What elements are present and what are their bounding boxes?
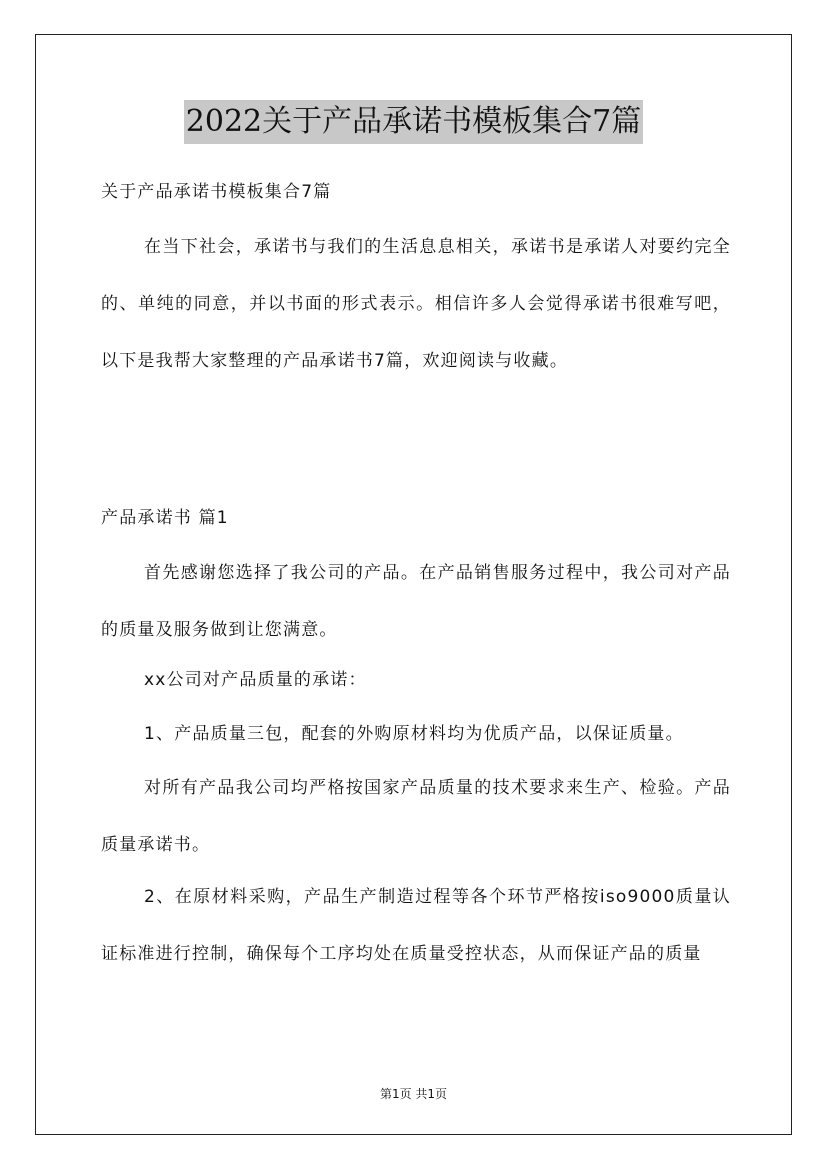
document-title: 2022关于产品承诺书模板集合7篇	[184, 100, 643, 144]
body-paragraph: xx公司对产品质量的承诺：	[144, 670, 367, 690]
intro-paragraph: 在当下社会，承诺书与我们的生活息息相关，承诺书是承诺人对要约完全的、单纯的同意，并以书面的形式表示。相信许多人会觉得承诺书很难写吧，以下是我帮大家整理的产品承诺书7篇，欢迎阅读与收藏。	[101, 237, 731, 371]
body-paragraph: 2、在原材料采购，产品生产制造过程等各个环节严格按iso9000质量认证标准进行控制，确保每个工序均处在质量受控状态，从而保证产品的质量	[101, 887, 731, 964]
section-heading: 产品承诺书 篇1	[101, 508, 229, 528]
body-paragraph: 1、产品质量三包，配套的外购原材料均为优质产品，以保证质量。	[144, 724, 684, 744]
body-paragraph: 首先感谢您选择了我公司的产品。在产品销售服务过程中，我公司对产品的质量及服务做到让您满意。	[101, 563, 731, 640]
body-paragraph: 对所有产品我公司均严格按国家产品质量的技术要求来生产、检验。产品质量承诺书。	[101, 778, 731, 855]
page-footer: 第1页 共1页	[379, 1087, 448, 1101]
document-subtitle: 关于产品承诺书模板集合7篇	[101, 182, 332, 202]
title-container	[0, 100, 827, 144]
